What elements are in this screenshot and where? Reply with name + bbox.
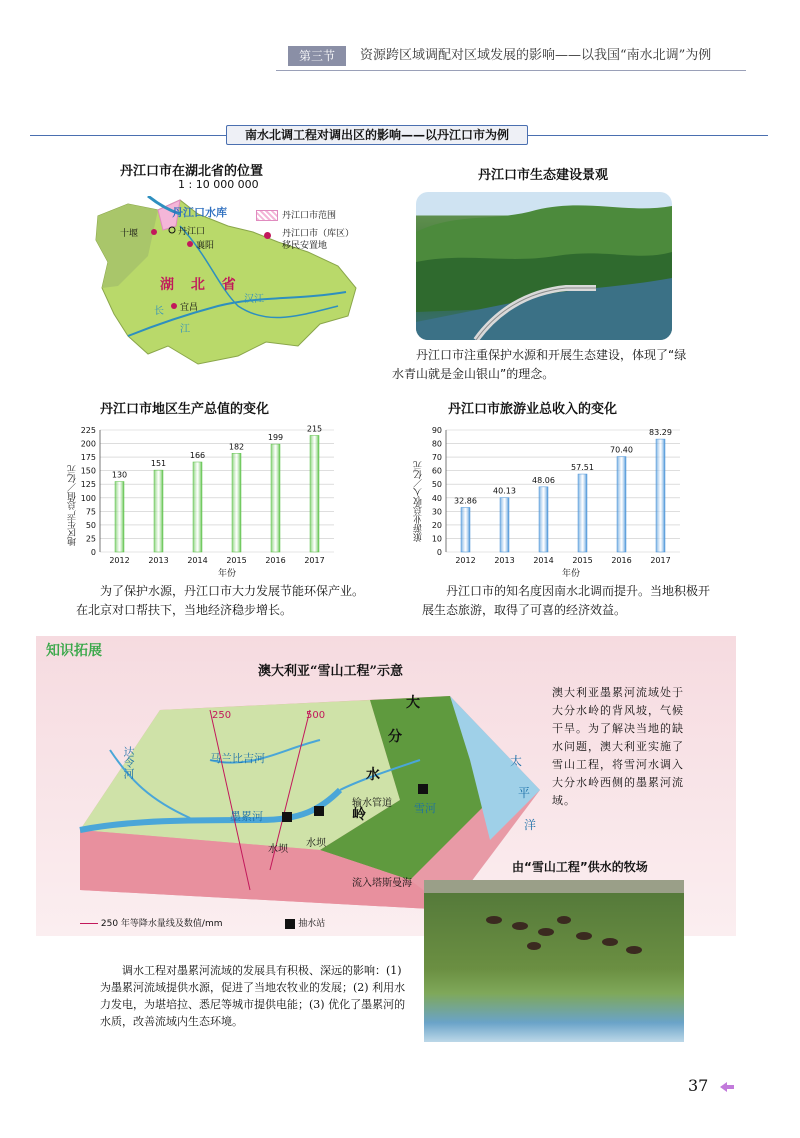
bar-value-label: 166 [189,450,206,460]
map-label-reservoir: 丹江口水库 [172,206,227,219]
snowy-impact-text: 调水工程对墨累河流域的发展具有积极、深远的影响：(1) 为墨累河流域提供水源，促进了当地农牧业的发展；(2) 利用水力发电，为堪培拉、悉尼等城市提供电能；(3) 优化了墨累河的水质，改善流域内生态环境。 [100,964,406,1028]
y-tick-label: 30 [431,507,442,517]
bar-2015 [232,453,241,552]
y-tick-label: 0 [436,548,442,557]
y-tick-label: 40 [431,493,442,503]
tourism-chart [410,420,690,580]
map-label-chang: 长 [154,306,164,317]
bar-value-label: 130 [111,470,128,480]
page-arrow-icon [720,1080,734,1094]
bar-value-label: 70.40 [610,445,633,455]
bar-2017 [310,435,319,552]
x-tick-label: 2017 [304,556,325,565]
map-label-yichang: 宜昌 [180,303,199,313]
pasture-photo [424,880,684,1042]
chapter-title: 资源跨区域调配对区域发展的影响——以我国“南水北调”为例 [360,48,712,63]
section-badge: 第三节 [288,46,346,66]
bar-value-label: 215 [306,424,323,434]
y-tick-label: 60 [431,466,442,476]
case-title-line-right [528,135,768,136]
bar-2013 [500,498,509,552]
y-tick-label: 75 [85,507,96,517]
x-tick-label: 2012 [109,556,130,565]
y-tick-label: 150 [80,466,96,476]
bar-value-label: 32.86 [454,496,477,506]
y-tick-label: 125 [80,480,96,490]
bar-2012 [115,482,124,552]
murray-river-label: 墨累河 [230,810,263,823]
divide-label-2: 分 [388,729,402,745]
x-tick-label: 2013 [148,556,169,565]
hubei-map [88,196,388,372]
y-tick-label: 225 [80,426,96,435]
x-tick-label: 2014 [533,556,554,565]
pacific-label-1: 太 [510,754,523,768]
y-tick-label: 70 [431,453,442,463]
bar-2014 [539,487,548,552]
x-tick-label: 2013 [494,556,515,565]
y-tick-label: 25 [85,534,96,544]
bar-value-label: 83.29 [649,428,672,438]
x-tick-label: 2016 [265,556,286,565]
isohyet-250-label: 250 [212,710,232,721]
legend-area-swatch [256,210,278,221]
knowledge-heading: 知识拓展 [46,643,102,659]
pump-legend-text: 抽水站 [298,919,326,929]
gdp-chart-ylabel: 地区生产总值／亿元 [68,465,78,546]
bar-2016 [271,444,280,552]
photo-caption: 丹江口市注重保护水源和开展生态建设，体现了“绿水青山就是金山银山”的理念。 [392,348,687,381]
pump-station-icon [285,919,295,929]
bar-2017 [656,439,665,552]
header-rule [276,70,746,71]
map-label-danjiangkou: 丹江口 [178,227,206,237]
snowy-legend [80,916,325,929]
y-tick-label: 20 [431,520,442,530]
dam-label-1: 水坝 [268,844,288,855]
x-tick-label: 2014 [187,556,208,565]
bar-2016 [617,457,626,552]
tourism-chart-xlabel: 年份 [562,569,581,579]
bar-2014 [193,462,202,552]
gdp-chart-svg [64,420,344,580]
eco-landscape-photo [416,192,672,340]
map-scale: 1 : 10 000 000 [178,178,259,191]
x-tick-label: 2016 [611,556,632,565]
map-label-hanjiang: 汉江 [244,294,264,305]
map-label-province: 湖 北 省 [160,277,242,293]
y-tick-label: 10 [431,534,442,544]
isohyet-legend-text: 250 年等降水量线及数值/mm [100,919,223,929]
bar-2015 [578,474,587,552]
map-label-shiyan: 十堰 [120,229,139,239]
y-tick-label: 100 [80,493,96,503]
pacific-label-3: 洋 [524,818,537,832]
snowy-side-text: 澳大利亚墨累河流域处于大分水岭的背风坡，气候干旱。为了解决当地的缺水问题，澳大利亚实施了雪山工程，将雪河水调入大分水岭西侧的墨累河流域。 [552,686,684,807]
dam-label-2: 水坝 [306,838,326,849]
map-label-xiangyang: 襄阳 [196,241,215,251]
page-number: 37 [688,1076,709,1095]
photo-title: 丹江口市生态建设景观 [478,168,609,183]
murrumbidgee-label: 马兰比吉河 [210,752,265,765]
bar-value-label: 182 [228,442,245,452]
legend-area-text: 丹江口市范围 [282,211,337,221]
bar-value-label: 151 [150,459,167,469]
map-label-jiang: 江 [180,324,190,335]
snowy-block-diagram [70,680,550,910]
x-tick-label: 2015 [572,556,593,565]
pasture-graphic [424,880,684,1042]
gdp-chart [64,420,344,580]
divide-label-3: 水 [366,767,380,783]
x-tick-label: 2012 [455,556,476,565]
case-title: 南水北调工程对调出区的影响——以丹江口市为例 [226,125,528,145]
bar-2013 [154,470,163,552]
tunnel-label: 输水管道 [352,798,392,809]
snowy-river-label: 雪河 [414,802,436,815]
bar-value-label: 48.06 [532,475,555,485]
pacific-label-2: 平 [518,786,531,800]
gdp-chart-title: 丹江口市地区生产总值的变化 [100,402,270,417]
y-tick-label: 90 [431,426,442,435]
y-tick-label: 50 [85,520,96,530]
y-tick-label: 50 [431,480,442,490]
case-title-line-left [30,135,226,136]
tourism-chart-svg [410,420,690,580]
x-tick-label: 2017 [650,556,671,565]
legend-site-dot [264,232,271,239]
isohyet-500-label: 500 [306,710,326,721]
legend-site-text: 丹江口市（库区） 移民安置地 [282,229,355,251]
tourism-caption: 丹江口市的知名度因南水北调而提升。当地积极开展生态旅游，取得了可喜的经济效益。 [422,584,711,617]
y-tick-label: 200 [80,439,96,449]
tasman-outlet-label: 流入塔斯曼海 [352,878,412,889]
x-tick-label: 2015 [226,556,247,565]
divide-label-1: 大 [406,695,420,711]
bar-value-label: 57.51 [571,463,594,473]
gdp-chart-xlabel: 年份 [218,569,237,579]
pasture-title: 由“雪山工程”供水的牧场 [512,860,648,874]
isohyet-legend-line [80,923,98,924]
bar-2012 [461,507,470,552]
darling-river-label: 达令河 [122,746,135,779]
gdp-caption: 为了保护水源，丹江口市大力发展节能环保产业。在北京对口帮扶下，当地经济稳步增长。 [76,584,365,617]
y-tick-label: 80 [431,439,442,449]
bar-value-label: 40.13 [493,486,516,496]
divide-label-4: 岭 [352,807,366,823]
y-tick-label: 175 [80,453,96,463]
tourism-chart-title: 丹江口市旅游业总收入的变化 [448,402,618,417]
map-title: 丹江口市在湖北省的位置 [120,164,264,179]
snowy-figure-title: 澳大利亚“雪山工程”示意 [258,664,403,679]
tourism-chart-ylabel: 旅游业总收入／亿元 [414,461,424,542]
y-tick-label: 0 [90,548,96,557]
eco-landscape-graphic [416,192,672,340]
bar-value-label: 199 [267,433,284,443]
